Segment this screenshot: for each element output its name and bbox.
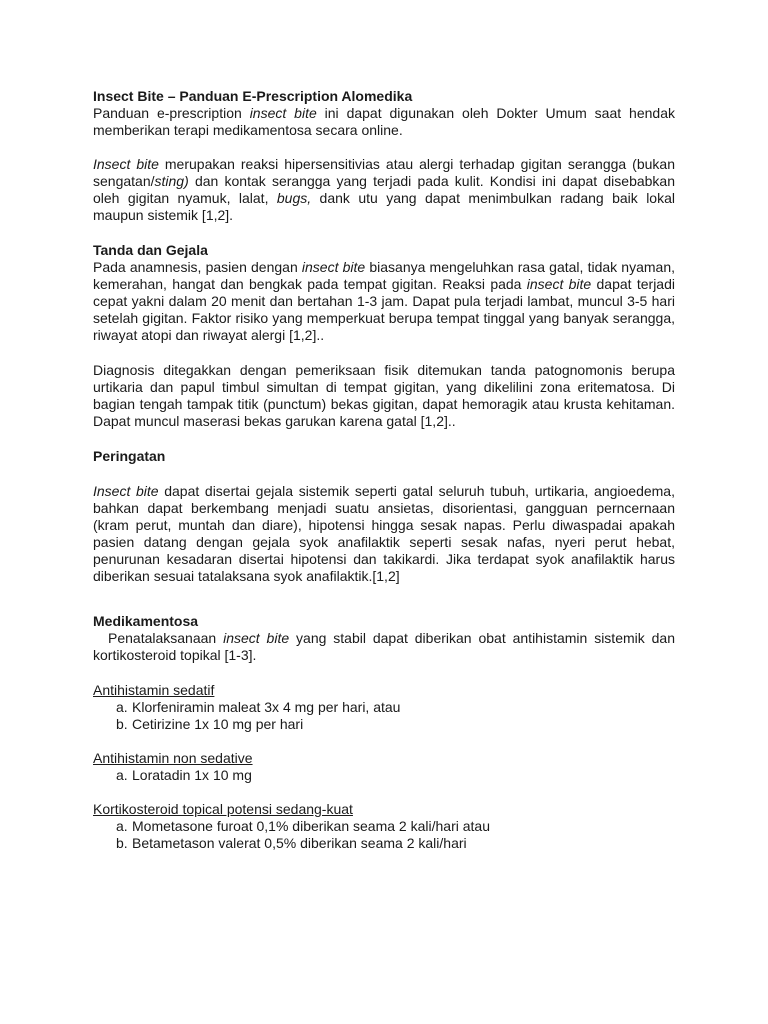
non-sedative-list (93, 767, 675, 784)
list-item: a. Mometasone furoat 0,1% diberikan seama 2 kali/hari atau (116, 818, 490, 834)
list-item: a. Loratadin 1x 10 mg (116, 767, 252, 783)
corticosteroid-list (93, 818, 675, 852)
diagnosis-paragraph: Diagnosis ditegakkan dengan pemeriksaan fisik ditemukan tanda patognomonis berupa urtikaria dan papul timbul simultan di tempat gigitan, yang dikelilini zona eritematosa. Di bagian tengah tampak titik (punctum) bekas gigitan, dapat hemoragik atau krusta kehitaman. Dapat muncul maserasi bekas garukan karena gatal [1,2].. (93, 362, 675, 429)
definition-paragraph: Insect bite merupakan reaksi hipersensitivias atau alergi terhadap gigitan serangga (bukan sengatan/sting) dan kontak serangga yang terjadi pada kulit. Kondisi ini dapat disebabkan oleh gigitan nyamuk, lalat, bugs, dank utu yang dapat menimbulkan radang baik lokal maupun sistemik [1,2]. (93, 156, 675, 223)
list-item: b. Cetirizine 1x 10 mg per hari (116, 716, 304, 732)
symptoms-paragraph: Pada anamnesis, pasien dengan insect bite biasanya mengeluhkan rasa gatal, tidak nyaman, kemerahan, hangat dan bengkak pada tempat gigitan. Reaksi pada insect bite dapat terjadi cepat yakni dalam 20 menit dan bertahan 1-3 jam. Dapat pula terjadi lambat, muncul 3-5 hari setelah gigitan. Faktor risiko yang memperkuat berupa tempat tinggal yang banyak serangga, riwayat atopi dan riwayat alergi [1,2].. (93, 259, 675, 343)
list-item: a. Klorfeniramin maleat 3x 4 mg per hari, atau (116, 699, 401, 715)
group-title-sedative: Antihistamin sedatif (93, 682, 215, 698)
medication-heading: Medikamentosa (93, 613, 199, 629)
document-body (93, 88, 675, 852)
list-item: b. Betametason valerat 0,5% diberikan seama 2 kali/hari (116, 835, 467, 851)
medication-paragraph: Penatalaksanaan insect bite yang stabil dapat diberikan obat antihistamin sistemik dan kortikosteroid topikal [1-3]. (93, 630, 676, 663)
document-title: Insect Bite – Panduan E-Prescription Alomedika (93, 88, 413, 104)
warning-paragraph: Insect bite dapat disertai gejala sistemik seperti gatal seluruh tubuh, urtikaria, angioedema, bahkan dapat berkembang menjadi suatu ansietas, disorientasi, gangguan perncernaan (kram perut, muntah dan diare), hipotensi hingga sesak napas. Perlu diwaspadai apakah pasien datang dengan gejala syok anafilaktik seperti sesak nafas, nyeri perut hebat, penurunan kesadaran disertai hipotensi dan takikardi. Jika terdapat syok anafilaktik harus diberikan sesuai tatalaksana syok anafilaktik.[1,2] (93, 483, 675, 584)
sedative-list (93, 699, 675, 733)
group-title-corticosteroid: Kortikosteroid topical potensi sedang-kuat (93, 801, 353, 817)
symptoms-heading: Tanda dan Gejala (93, 242, 208, 258)
group-title-non-sedative: Antihistamin non sedative (93, 750, 253, 766)
warning-heading: Peringatan (93, 448, 166, 464)
intro-paragraph: Panduan e-prescription insect bite ini dapat digunakan oleh Dokter Umum saat hendak memberikan terapi medikamentosa secara online. (93, 105, 675, 138)
